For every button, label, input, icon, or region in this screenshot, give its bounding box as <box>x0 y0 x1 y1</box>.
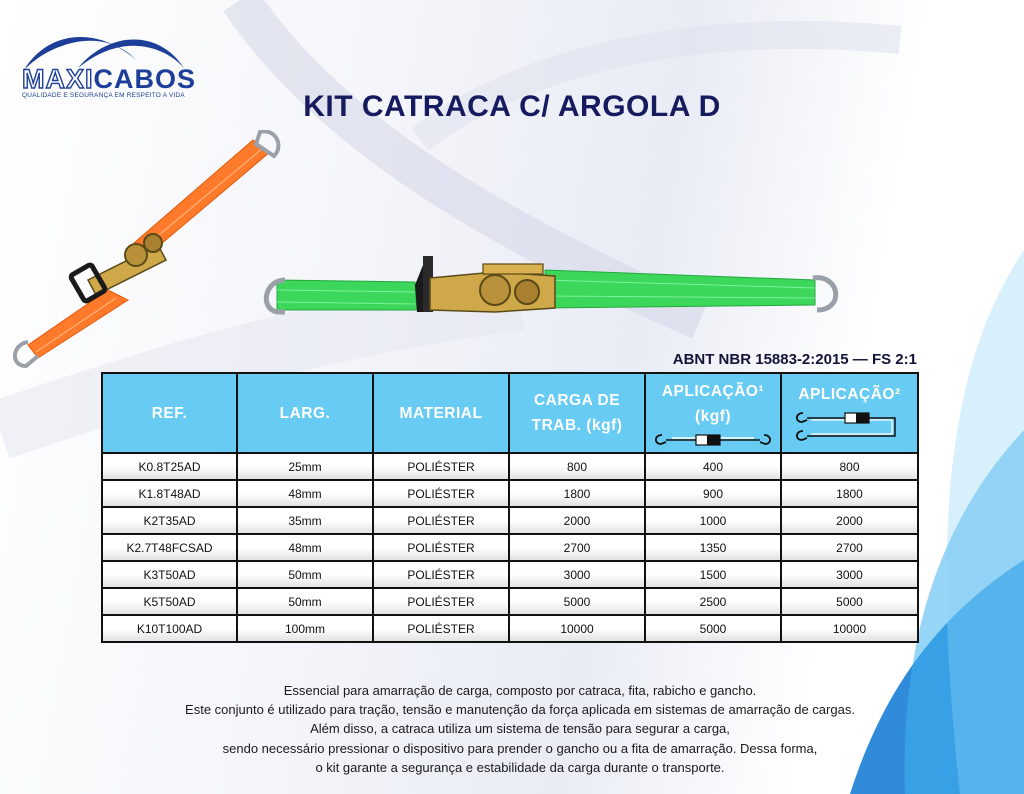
cell-apl1: 5000 <box>645 615 781 642</box>
green-ratchet-strap-image <box>255 250 855 326</box>
cell-ref: K10T100AD <box>102 615 237 642</box>
header-ref: REF. <box>102 373 237 453</box>
cell-material: POLIÉSTER <box>373 534 509 561</box>
table-row <box>102 615 918 642</box>
table-row <box>102 534 918 561</box>
cell-apl1: 1350 <box>645 534 781 561</box>
cell-apl2: 2000 <box>781 507 918 534</box>
cell-apl2: 800 <box>781 453 918 480</box>
loop-pull-diagram-icon <box>791 409 909 445</box>
cell-apl1: 900 <box>645 480 781 507</box>
header-larg: LARG. <box>237 373 373 453</box>
table-row <box>102 588 918 615</box>
header-apl1 <box>645 373 781 453</box>
cell-carga: 800 <box>509 453 645 480</box>
table-row <box>102 453 918 480</box>
brand-name <box>22 66 196 93</box>
cell-material: POLIÉSTER <box>373 507 509 534</box>
cell-larg: 48mm <box>237 480 373 507</box>
brand-name-part1: MAXI <box>22 64 94 94</box>
cell-material: POLIÉSTER <box>373 561 509 588</box>
header-carga-line1: CARGA DE <box>533 392 621 409</box>
cell-ref: K3T50AD <box>102 561 237 588</box>
cell-apl2: 2700 <box>781 534 918 561</box>
description-line: Essencial para amarração de carga, composto por catraca, fita, rabicho e gancho. <box>283 683 757 698</box>
cell-apl2: 5000 <box>781 588 918 615</box>
table-header-row <box>102 373 918 453</box>
cell-apl2: 3000 <box>781 561 918 588</box>
standard-label: ABNT NBR 15883-2:2015 — FS 2:1 <box>672 351 917 368</box>
cell-apl1: 400 <box>645 453 781 480</box>
orange-ratchet-strap-image <box>8 130 288 375</box>
description-line: sendo necessário pressionar o dispositivo para prender o gancho ou a fita de amarração. Dessa forma, <box>222 740 818 756</box>
cell-carga: 2700 <box>509 534 645 561</box>
spec-table <box>101 372 919 643</box>
cell-larg: 25mm <box>237 453 373 480</box>
cell-material: POLIÉSTER <box>373 615 509 642</box>
description-line: o kit garante a segurança e estabilidade da carga durante o transporte. <box>315 759 725 775</box>
table-row <box>102 507 918 534</box>
cell-apl1: 2500 <box>645 588 781 615</box>
cell-larg: 48mm <box>237 534 373 561</box>
cell-carga: 2000 <box>509 507 645 534</box>
header-apl2-line1: APLICAÇÃO² <box>798 385 901 403</box>
cell-ref: K0.8T25AD <box>102 453 237 480</box>
cell-carga: 10000 <box>509 615 645 642</box>
cell-ref: K1.8T48AD <box>102 480 237 507</box>
cell-larg: 50mm <box>237 561 373 588</box>
header-apl1-line2: (kgf) <box>694 408 732 425</box>
header-carga-line2: TRAB. (kgf) <box>531 417 623 434</box>
straight-pull-diagram-icon <box>652 431 774 447</box>
cell-larg: 100mm <box>237 615 373 642</box>
brand-tagline: QUALIDADE E SEGURANÇA EM RESPEITO A VIDA <box>22 92 185 99</box>
description-line: Além disso, a catraca utiliza um sistema de tensão para segurar a carga, <box>310 721 730 737</box>
cell-material: POLIÉSTER <box>373 480 509 507</box>
brand-name-part2: CABOS <box>93 64 197 94</box>
table-row <box>102 561 918 588</box>
cell-apl1: 1500 <box>645 561 781 588</box>
cell-carga: 1800 <box>509 480 645 507</box>
header-material: MATERIAL <box>373 373 509 453</box>
cell-larg: 35mm <box>237 507 373 534</box>
header-apl1-line1: APLICAÇÃO¹ <box>661 383 765 400</box>
cell-apl2: 1800 <box>781 480 918 507</box>
cell-larg: 50mm <box>237 588 373 615</box>
cell-material: POLIÉSTER <box>373 453 509 480</box>
page-title: KIT CATRACA C/ ARGOLA D <box>303 90 721 123</box>
cell-material: POLIÉSTER <box>373 588 509 615</box>
cell-carga: 3000 <box>509 561 645 588</box>
cell-ref: K2.7T48FCSAD <box>102 534 237 561</box>
cell-apl1: 1000 <box>645 507 781 534</box>
description-line: Este conjunto é utilizado para tração, tensão e manutenção da força aplicada em sistemas de amarração de cargas. <box>185 702 855 718</box>
cell-apl2: 10000 <box>781 615 918 642</box>
description <box>140 681 900 777</box>
header-carga <box>509 373 645 453</box>
cell-carga: 5000 <box>509 588 645 615</box>
table-row <box>102 480 918 507</box>
header-apl2 <box>781 373 918 453</box>
cell-ref: K2T35AD <box>102 507 237 534</box>
cell-ref: K5T50AD <box>102 588 237 615</box>
